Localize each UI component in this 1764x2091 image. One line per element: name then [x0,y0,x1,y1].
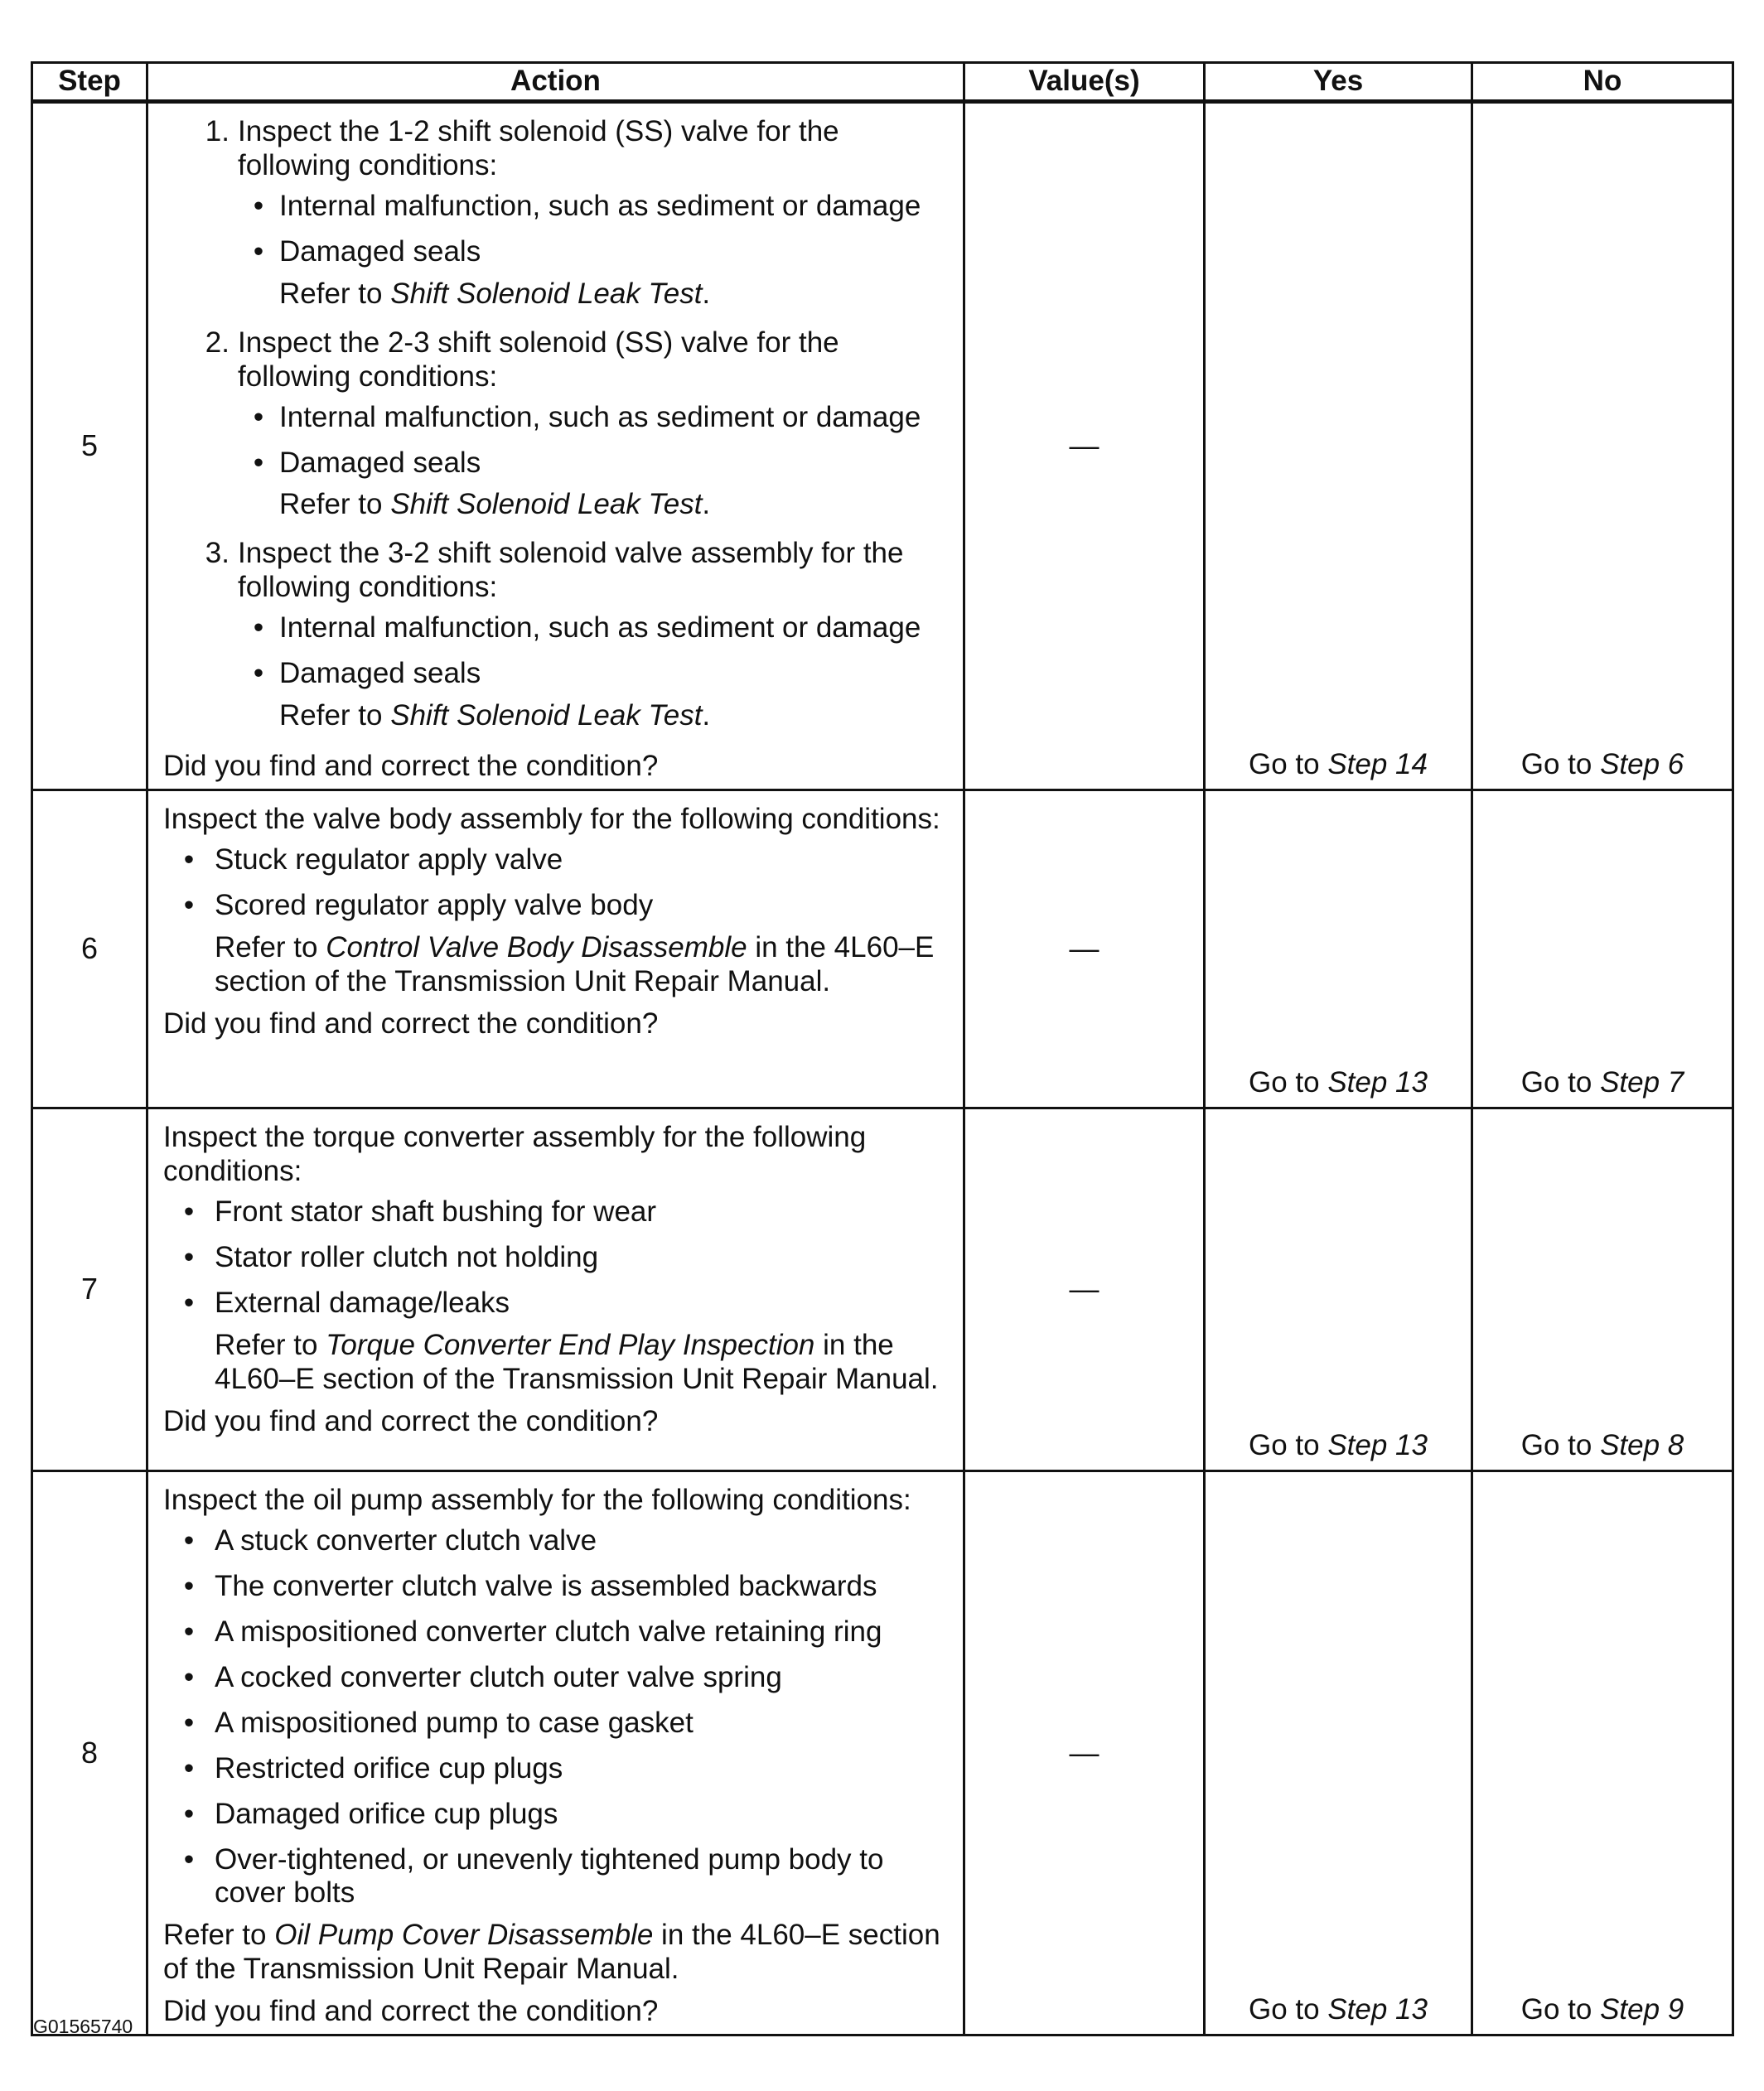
list-item: • Damaged seals [238,657,953,691]
goto-step-link[interactable]: Step 8 [1600,1429,1684,1462]
step-number: 5 [32,102,147,790]
question-text: Did you find and correct the condition? [163,1404,659,1437]
bullet-icon: • [183,1660,195,1693]
intro-text: Inspect the oil pump assembly for the following conditions: [163,1484,911,1516]
reference-link: Torque Converter End Play Inspection [326,1328,815,1361]
action-cell [147,1108,964,1471]
yes-cell: Go to Step 13 [1205,1471,1472,2035]
table-row [32,790,1733,1108]
reference-note: Refer to Shift Solenoid Leak Test. [279,699,711,732]
goto-step-link[interactable]: Step 9 [1600,1993,1684,2026]
goto-step-link[interactable]: Step 7 [1600,1066,1684,1099]
bullet-icon: • [183,1615,195,1648]
header-row [32,63,1733,102]
goto-step-link[interactable]: Step 13 [1327,1429,1428,1462]
table-row [32,1108,1733,1471]
numbered-item [163,326,953,531]
list-item: • Stator roller clutch not holding [163,1241,953,1275]
step-number: 6 [32,790,147,1108]
value-cell: — [964,1471,1205,2035]
value-cell: — [964,1108,1205,1471]
list-item: • Internal malfunction, such as sediment or damage [238,611,953,645]
yes-cell: Go to Step 14 [1205,102,1472,790]
list-item: • Internal malfunction, such as sediment or damage [238,190,953,224]
bullet-icon: • [183,1195,195,1228]
bullet-icon: • [183,1286,195,1319]
step-number: 7 [32,1108,147,1471]
table-row [32,102,1733,790]
list-item: • Over-tightened, or unevenly tightened pump body to cover bolts [163,1843,953,1911]
bullet-icon: • [183,888,195,921]
question-text: Did you find and correct the condition? [163,750,659,783]
bullet-icon: • [183,1569,195,1602]
list-item: • A mispositioned converter clutch valve retaining ring [163,1615,953,1649]
item-number: 3. [205,537,230,570]
value-cell: — [964,790,1205,1108]
list-item: • Front stator shaft bushing for wear [163,1195,953,1229]
item-text: Inspect the 2-3 shift solenoid (SS) valve for the following conditions: [238,326,839,393]
list-item: • External damage/leaks [163,1287,953,1321]
header-no: No [1472,63,1733,102]
list-item: • Stuck regulator apply valve [163,843,953,877]
bullet-icon: • [253,611,264,645]
bullet-icon: • [183,1524,195,1557]
bullet-icon: • [183,1706,195,1739]
list-item: • A cocked converter clutch outer valve spring [163,1661,953,1695]
figure-id: G01565740 [33,2016,133,2037]
yes-cell: Go to Step 13 [1205,790,1472,1108]
no-cell: Go to Step 9 [1472,1471,1733,2035]
list-item: • Internal malfunction, such as sediment or damage [238,401,953,435]
item-text: Inspect the 3-2 shift solenoid valve assembly for the following conditions: [238,537,904,604]
reference-note: Refer to Oil Pump Cover Disassemble in the 4L60–E section of the Transmission Unit Repair Manual. [163,1919,940,1986]
numbered-item [163,537,953,741]
question-text: Did you find and correct the condition? [163,1007,659,1040]
reference-link: Shift Solenoid Leak Test [390,277,703,310]
bullet-icon: • [253,234,264,268]
question-text: Did you find and correct the condition? [163,1995,659,2028]
list-item: • A mispositioned pump to case gasket [163,1707,953,1741]
goto-step-link[interactable]: Step 6 [1600,748,1684,781]
no-cell: Go to Step 8 [1472,1108,1733,1471]
item-number: 1. [205,115,230,147]
goto-step-link[interactable]: Step 13 [1327,1066,1428,1099]
reference-note: Refer to Torque Converter End Play Inspection in the 4L60–E section of the Transmission Unit Repair Manual. [215,1328,939,1395]
header-values: Value(s) [964,63,1205,102]
bullet-icon: • [253,189,264,222]
goto-step-link[interactable]: Step 13 [1327,1993,1428,2026]
action-cell [147,1471,964,2035]
header-action: Action [147,63,964,102]
reference-link: Shift Solenoid Leak Test [390,488,703,521]
diagnostic-table [31,61,1734,2036]
bullet-icon: • [253,400,264,433]
intro-text: Inspect the torque converter assembly for the following conditions: [163,1121,867,1187]
reference-link: Shift Solenoid Leak Test [390,699,703,732]
value-cell: — [964,102,1205,790]
header-step: Step [32,63,147,102]
list-item: • The converter clutch valve is assembled backwards [163,1570,953,1604]
reference-link: Control Valve Body Disassemble [326,930,747,963]
header-yes: Yes [1205,63,1472,102]
bullet-icon: • [183,1797,195,1830]
item-number: 2. [205,326,230,359]
action-cell [147,790,964,1108]
list-item: • Damaged orifice cup plugs [163,1798,953,1832]
no-cell: Go to Step 7 [1472,790,1733,1108]
list-item: • Scored regulator apply valve body [163,889,953,923]
yes-cell: Go to Step 13 [1205,1108,1472,1471]
bullet-icon: • [183,1240,195,1273]
item-text: Inspect the 1-2 shift solenoid (SS) valve for the following conditions: [238,115,839,181]
bullet-icon: • [183,843,195,876]
bullet-icon: • [183,1751,195,1784]
list-item: • Restricted orifice cup plugs [163,1752,953,1786]
action-cell [147,102,964,790]
reference-note: Refer to Shift Solenoid Leak Test. [279,277,711,310]
reference-link: Oil Pump Cover Disassemble [274,1919,654,1952]
bullet-icon: • [183,1842,195,1876]
goto-step-link[interactable]: Step 14 [1327,748,1428,781]
bullet-icon: • [253,657,264,690]
step-number: 8 [32,1471,147,2035]
numbered-item [163,115,953,320]
list-item: • Damaged seals [238,235,953,269]
no-cell: Go to Step 6 [1472,102,1733,790]
bullet-icon: • [253,446,264,479]
reference-note: Refer to Control Valve Body Disassemble in the 4L60–E section of the Transmission Unit Repair Manual. [215,930,935,997]
table-row [32,1471,1733,2035]
list-item: • A stuck converter clutch valve [163,1524,953,1558]
intro-text: Inspect the valve body assembly for the following conditions: [163,803,940,835]
reference-note: Refer to Shift Solenoid Leak Test. [279,488,711,521]
list-item: • Damaged seals [238,447,953,480]
